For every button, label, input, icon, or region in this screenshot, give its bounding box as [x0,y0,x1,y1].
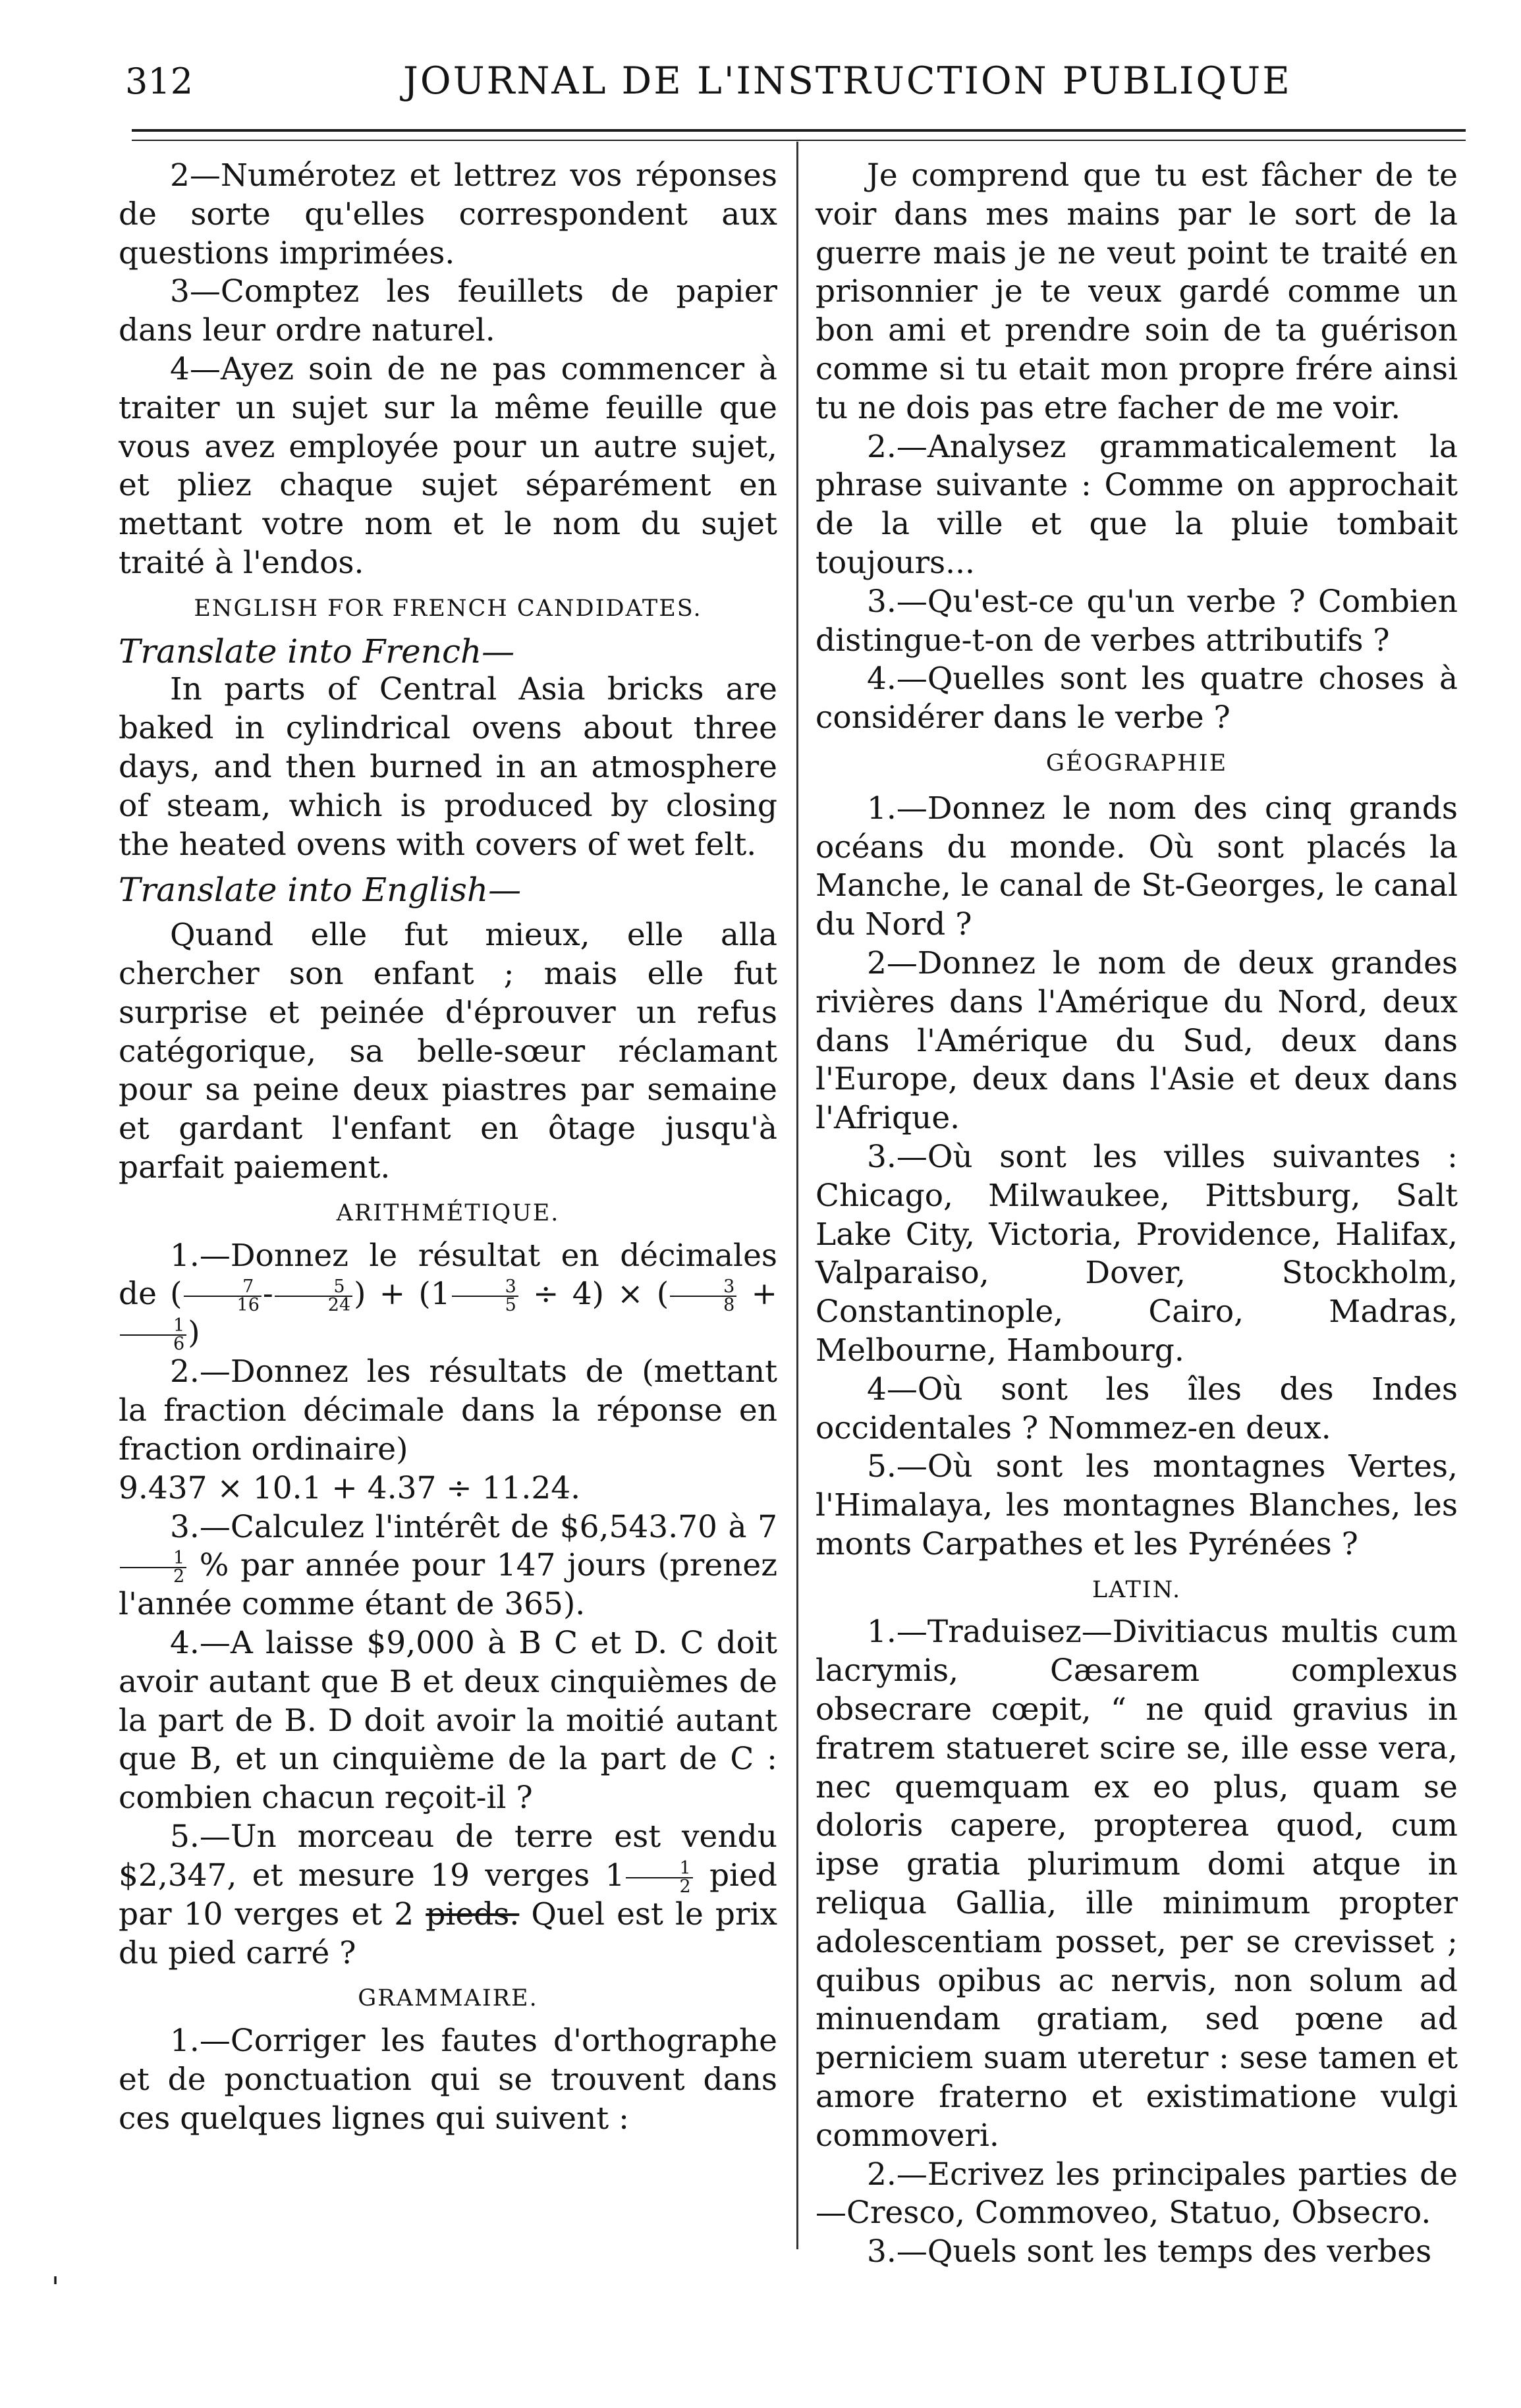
fraction: $\frac{3}{5}$ [452,1278,518,1314]
text: % par année pour 147 jours (prenez l'année comme étant de 365). [119,1547,777,1623]
geography-question-1: 1.—Donnez le nom des cinq grands océans du monde. Où sont placés la Manche, le canal de St-Georges, le canal du Nord ? [816,790,1458,943]
section-heading-grammar: GRAMMAIRE. [358,1985,538,2012]
right-column [816,157,1458,2272]
arith-question-2-expression: 9.437 × 10.1 + 4.37 ÷ 11.24. [119,1469,581,1506]
operator: ÷ 4) × ( [519,1276,669,1313]
arith-question-4: 4.—A laisse $9,000 à B C et D. C doit avoir autant que B et deux cinquièmes de la part de B. D doit avoir la moitié autant que B, et un cinquième de la part de C : combien chacun reçoit-il ? [119,1625,777,1817]
arith-question-1 [119,1237,777,1354]
arith-question-2: 2.—Donnez les résultats de (mettant la fraction décimale dans la réponse en fraction ordinaire) [119,1354,777,1467]
passage-quand: Quand elle fut mieux, elle alla chercher son enfant ; mais elle fut surprise et peinée d'éprouver un refus catégorique, sa belle-sœur réclamant pour sa peine deux piastres par semaine et gardant l'enfant en ôtage jusqu'à parfait paiement. [119,917,777,1186]
fraction: $\frac{1}{2}$ [120,1550,186,1585]
latin-question-2: 2.—Ecrivez les principales parties de —Cresco, Commoveo, Statuo, Obsecro. [816,2156,1458,2231]
page-number: 312 [125,61,194,102]
header-rule [132,129,1466,132]
operator: - [262,1276,273,1313]
passage-bricks: In parts of Central Asia bricks are baked in cylindrical ovens about three days, and then burned in an atmosphere of steam, which is produced by closing the heated ovens with covers of wet felt. [119,671,777,863]
running-title: JOURNAL DE L'INSTRUCTION PUBLIQUE [403,59,1292,103]
translate-into-french: Translate into French— [119,632,515,670]
section-heading-english: ENGLISH FOR FRENCH CANDIDATES. [194,595,702,622]
arith-question-1-text: 1.—Donnez le résultat en décimales de [119,1237,777,1313]
arith-question-1-expression [119,1276,777,1355]
grammar-question-1: 1.—Corriger les fautes d'orthographe et de ponctuation qui se trouvent dans ces quelques lignes qui suivent : [119,2023,777,2137]
margin-mark: ' [51,2271,60,2305]
fraction: $\frac{3}{8}$ [670,1278,736,1314]
left-column [119,157,777,2139]
arith-question-3 [119,1508,777,1625]
text: 5.—Un morceau de terre est vendu $2,347, et mesure 19 verges 1 [119,1819,777,1894]
arith-question-5 [119,1818,777,1973]
grammar-question-3: 3.—Qu'est-ce qu'un verbe ? Combien distingue-t-on de verbes attributifs ? [816,583,1458,659]
struck-text: pieds. [426,1896,520,1932]
instruction-2: 2—Numérotez et lettrez vos réponses de sorte qu'elles correspondent aux questions imprimées. [119,157,777,271]
section-heading-geography: GÉOGRAPHIE [1045,750,1228,777]
geography-question-2: 2—Donnez le nom de deux grandes rivières dans l'Amérique du Nord, deux dans l'Amérique du Sud, deux dans l'Europe, deux dans l'Asie et deux dans l'Afrique. [816,944,1458,1137]
instruction-4: 4—Ayez soin de ne pas commencer à traiter un sujet sur la même feuille que vous avez employée pour un autre sujet, et pliez chaque sujet séparément en mettant votre nom et le nom du sujet traité à l'endos. [119,350,777,581]
section-heading-arithmetic: ARITHMÉTIQUE. [336,1199,560,1226]
text: pied par 10 verges et 2 [119,1857,777,1932]
paren: ( [170,1276,182,1313]
operator: ) + (1 [354,1276,451,1313]
section-heading-latin: LATIN. [1092,1576,1182,1603]
geography-question-4: 4—Où sont les îles des Indes occidentales ? Nommez-en deux. [816,1371,1458,1446]
page-header [0,0,1521,165]
latin-question-3: 3.—Quels sont les temps des verbes [867,2233,1432,2270]
translate-into-english: Translate into English— [119,871,522,910]
fraction: $\frac{1}{2}$ [626,1860,692,1896]
paren: ) [188,1315,200,1352]
instruction-3: 3—Comptez les feuillets de papier dans leur ordre naturel. [119,273,777,349]
fraction: $\frac{7}{16}$ [184,1278,262,1314]
latin-question-1: 1.—Traduisez—Divitiacus multis cum lacrymis, Cæsarem complexus obsecrare cœpit, “ ne quid gravius in fratrem statueret scire se, ille esse vera, nec quemquam ex eo plus, quam se doloris capere, propterea quod, cum ipse gratia plurimum domi atque in reliqua Gallia, ille minimum propter adolescentiam posset, per se crevisset ; quibus opibus ac nervis, non solum ad minuendam gratiam, sed pœne ad perniciem suam uteretur : sese tamen et amore fraterno et existimatione vulgi commoveri. [816,1614,1458,2154]
column-divider [796,142,798,2249]
grammar-question-2: 2.—Analysez grammaticalement la phrase suivante : Comme on approchait de la ville et que la pluie tombait toujours... [816,428,1458,581]
text: 3.—Calculez l'intérêt de $6,543.70 à 7 [170,1508,777,1545]
letter-passage: Je comprend que tu est fâcher de te voir dans mes mains par le sort de la guerre mais je ne veut point te traité en prisonnier je te veux gardé comme un bon ami et prendre soin de ta guérison comme si tu etait mon propre frére ainsi tu ne dois pas etre facher de me voir. [816,157,1458,426]
geography-question-5: 5.—Où sont les montagnes Vertes, l'Himalaya, les montagnes Blanches, les monts Carpathes et les Pyrénées ? [816,1448,1458,1562]
geography-question-3: 3.—Où sont les villes suivantes : Chicago, Milwaukee, Pittsburg, Salt Lake City, Victoria, Providence, Halifax, Valparaiso, Dover, Stockholm, Constantinople, Cairo, Madras, Melbourne, Hambourg. [816,1138,1458,1369]
fraction: $\frac{1}{6}$ [120,1317,186,1353]
grammar-question-4: 4.—Quelles sont les quatre choses à considérer dans le verbe ? [816,661,1458,736]
operator: + [738,1276,777,1313]
header-rule-thin [132,140,1466,141]
text: Quel est le prix du pied carré ? [119,1896,777,1971]
fraction: $\frac{5}{24}$ [275,1278,352,1314]
